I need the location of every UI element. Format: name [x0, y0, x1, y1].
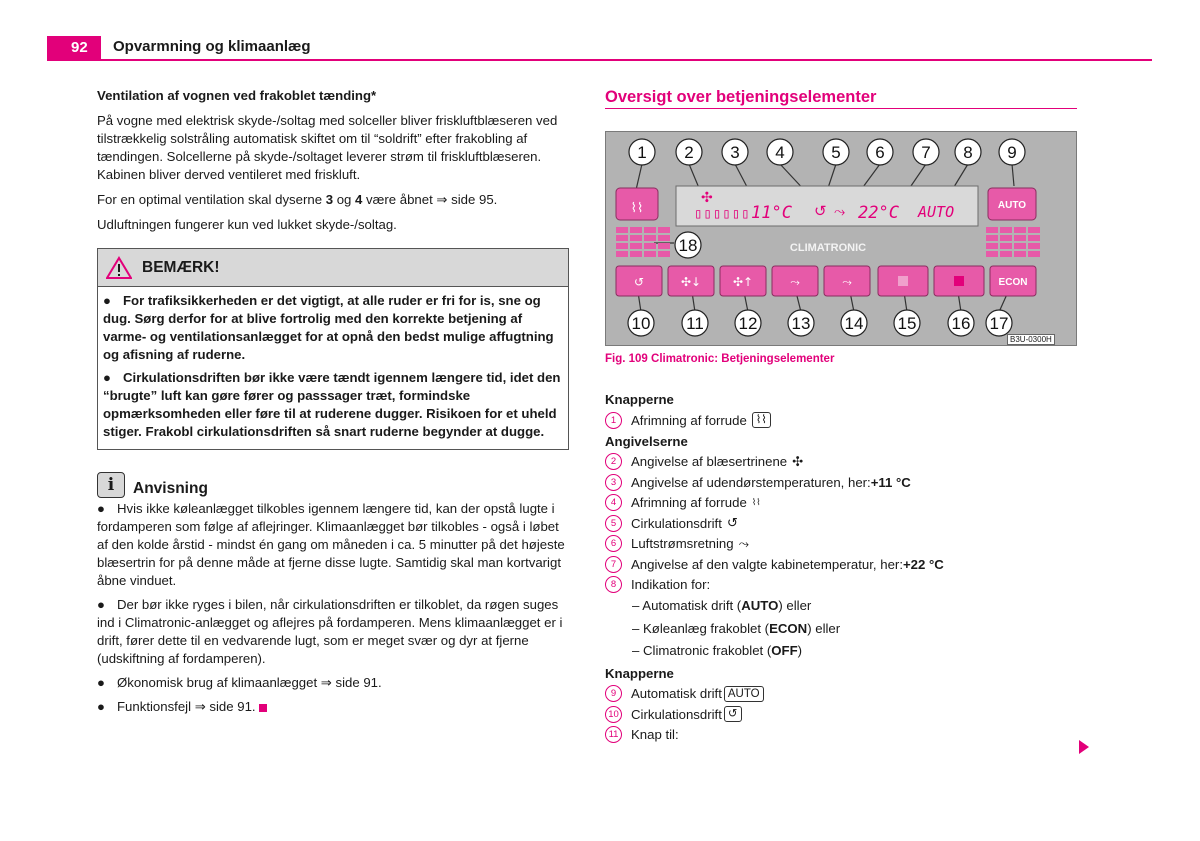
svg-text:⤳: ⤳ — [842, 275, 852, 289]
list-item: 4 Afrimning af forrude ⌇⌇ — [605, 493, 1077, 514]
recirculation-icon: ↺ — [726, 515, 738, 531]
paragraph: For en optimal ventilation skal dyserne 3 og 4 være åbnet ⇒ side 95. — [97, 192, 498, 207]
next-page-arrow-icon — [1079, 740, 1089, 754]
callout-7: 7 — [921, 143, 931, 162]
warning-bullet: ● For trafiksikkerheden er det vigtigt, at alle ruder er fri for is, sne og dug. Sørg derfor for at blive fortrolig med den korrekte betjening af varme- og ventilationsanlægget for at opnå den bedst mulige affugtning og afisning af ruderne. — [103, 293, 554, 362]
callout-10: 10 — [631, 314, 651, 333]
display-outside-temp: 11°C — [751, 203, 792, 223]
callout-14: 14 — [844, 314, 864, 333]
callout-5: 5 — [831, 143, 841, 162]
bullet-icon: ● — [97, 501, 105, 516]
brand-label: CLIMATRONIC — [789, 242, 867, 254]
figure-code: B3U-0300H — [1007, 334, 1055, 345]
callout-1: 1 — [637, 143, 647, 162]
note-title: Anvisning — [133, 480, 208, 497]
note-bullet: ● Hvis ikke køleanlægget tilkobles igennem længere tid, kan der opstå lugte i fordamperen som følge af aflejringer. Klimaanlægget bør tilkobles - også i løbet af den kolde årstid - mindst én gang om måneden i ca. 5 minutter på det højeste blæsertrin for på denne måde at fjerne disse lugte. Samtidig skal man kortvarigt åbne vinduet. — [97, 501, 565, 588]
callout-4: 4 — [775, 143, 785, 162]
svg-text:↺: ↺ — [633, 275, 645, 289]
defrost-icon: ⌇⌇ — [752, 412, 771, 428]
paragraph: På vogne med elektrisk skyde-/soltag med solceller bliver friskluftblæseren ved tilstrækkelig solstråling automatisk skiftet om til “soldrift” efter frakobling af tændingen. Solcellerne på skyde-/soltaget leverer strøm til friskluftblæseren. Kabinen bliver derved ventileret med friskluft. — [97, 113, 558, 182]
defrost-icon: ⌇⌇ — [751, 497, 761, 508]
list-item: 8 Indikation for: — [605, 575, 1077, 596]
callout-17: 17 — [989, 314, 1009, 333]
list-heading: Angivelserne — [605, 433, 688, 449]
svg-text:⤳: ⤳ — [790, 275, 800, 289]
legend-list — [605, 389, 1077, 745]
note-bullet: ● Økonomisk brug af klimaanlægget ⇒ side 91. — [97, 675, 382, 690]
list-item: 9 Automatisk drift AUTO — [605, 684, 1077, 705]
svg-text:✣↑: ✣↑ — [732, 275, 754, 289]
recirculation-key-icon: ↺ — [724, 706, 742, 722]
warning-bullet: ● Cirkulationsdriften bør ikke være tændt igennem længere tid, idet den “brugte” luft kan gøre fører og passsager træt, formindske opmærksomheden eller føre til at ruderene dugger. Risikoen for et uheld stiger. Frakobl cirkulationsdriften så snart ruderne begynder at dugge. — [103, 370, 561, 439]
bullet-icon: ● — [103, 293, 111, 308]
list-item: 2 Angivelse af blæsertrinene ✣ — [605, 452, 1077, 473]
auto-key-label: AUTO — [997, 200, 1027, 211]
svg-text:▯▯▯▯▯▯: ▯▯▯▯▯▯ — [694, 206, 751, 222]
warning-triangle-icon — [106, 256, 132, 280]
airflow-icon: ⤳ — [738, 535, 750, 551]
display-inside-temp: 22°C — [858, 203, 899, 223]
callout-16: 16 — [951, 314, 971, 333]
note-header — [97, 472, 569, 498]
chapter-title: Opvarmning og klimaanlæg — [113, 38, 311, 55]
figure-caption: Fig. 109 Climatronic: Betjeningselementer — [605, 353, 835, 365]
warning-box — [97, 248, 569, 450]
callout-2: 2 — [684, 143, 694, 162]
auto-key-icon: AUTO — [724, 686, 764, 702]
callout-9: 9 — [1007, 143, 1017, 162]
bullet-icon: ● — [97, 699, 105, 714]
callout-18: 18 — [678, 236, 698, 255]
callout-6: 6 — [875, 143, 885, 162]
svg-text:✣: ✣ — [701, 190, 713, 206]
end-square-icon — [259, 704, 267, 712]
callout-8: 8 — [963, 143, 973, 162]
list-heading: Knapperne — [605, 392, 674, 407]
list-item: 1 Afrimning af forrude ⌇⌇ — [605, 410, 1077, 431]
bullet-icon: ● — [97, 597, 105, 612]
paragraph: Udluftningen fungerer kun ved lukket skyde-/soltag. — [97, 217, 397, 232]
fan-icon: ✣ — [792, 453, 804, 469]
list-subitem: – Automatisk drift (AUTO) eller — [632, 598, 812, 613]
bullet-icon: ● — [97, 675, 105, 690]
note-bullet: ● Funktionsfejl ⇒ side 91. — [97, 698, 569, 716]
climatronic-panel-illustration — [606, 132, 1076, 345]
bullet-icon: ● — [103, 370, 111, 385]
callout-11: 11 — [686, 314, 704, 333]
info-icon: i — [97, 472, 125, 498]
section-title-right: Oversigt over betjeningselementer — [605, 88, 877, 106]
callout-15: 15 — [897, 314, 917, 333]
note-body — [97, 500, 569, 716]
list-item: 6 Luftstrømsretning ⤳ — [605, 534, 1077, 555]
warning-title: BEMÆRK! — [142, 258, 220, 276]
list-heading: Knapperne — [605, 665, 674, 681]
warning-header — [98, 249, 568, 287]
svg-text:⌇⌇: ⌇⌇ — [630, 201, 644, 216]
svg-text:✣↓: ✣↓ — [680, 275, 702, 289]
section-rule — [605, 108, 1077, 109]
header-rule — [47, 59, 1152, 61]
climatronic-figure — [605, 131, 1077, 346]
callout-3: 3 — [730, 143, 740, 162]
callout-13: 13 — [791, 314, 811, 333]
left-column — [97, 87, 569, 722]
list-item: 7 Angivelse af den valgte kabinetemperatur, her: +22 °C — [605, 554, 1077, 575]
list-item: 11 Knap til: — [605, 725, 1077, 746]
section-title: Ventilation af vognen ved frakoblet tænding* — [97, 88, 377, 103]
note-bullet: ● Der bør ikke ryges i bilen, når cirkulationsdriften er tilkoblet, da røgen suges ind i Climatronic-anlægget og aflejres på fordamperen. Mens klimaanlægget er i drift, fører dette til en vedvarende lugt, som er meget svær og dyr at fjerne (udskiftning af fordamperen). — [97, 597, 563, 666]
warning-body — [98, 287, 568, 449]
svg-text:↺: ↺ — [814, 202, 827, 220]
econ-key-label: ECON — [998, 277, 1028, 288]
display-mode: AUTO — [918, 203, 955, 221]
list-subitem: – Climatronic frakoblet (OFF) — [632, 643, 803, 658]
page-number: 92 — [47, 36, 101, 60]
callout-12: 12 — [738, 314, 758, 333]
list-item: 3 Angivelse af udendørstemperaturen, her: +11 °C — [605, 472, 1077, 493]
list-item: 10 Cirkulationsdrift ↺ — [605, 704, 1077, 725]
list-subitem: – Køleanlæg frakoblet (ECON) eller — [632, 620, 841, 636]
list-item: 5 Cirkulationsdrift ↺ — [605, 513, 1077, 534]
svg-text:⤳: ⤳ — [834, 204, 846, 220]
